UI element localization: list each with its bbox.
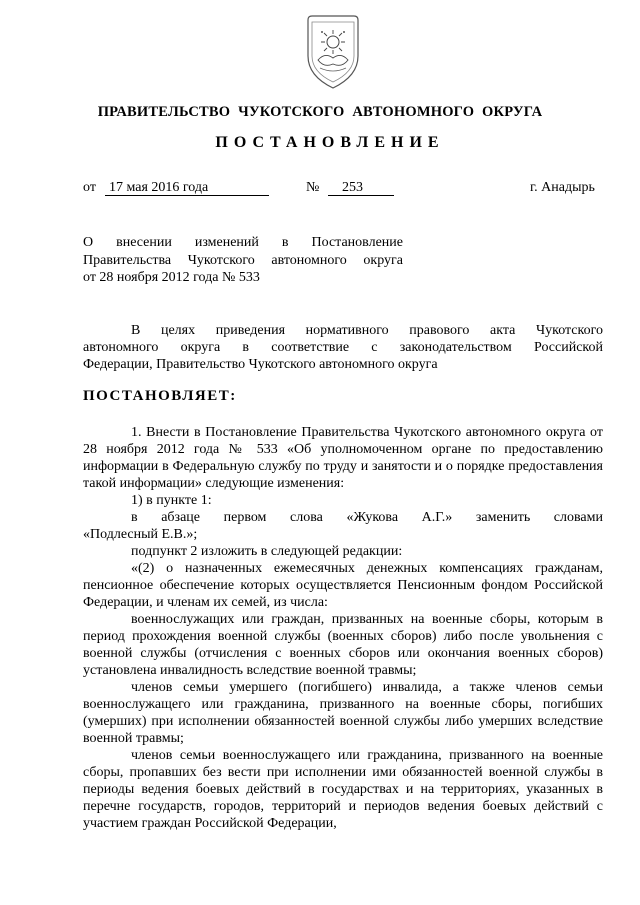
document-subject — [83, 234, 403, 287]
coat-of-arms-emblem — [300, 12, 366, 92]
paragraph-family-missing: членов семьи военнослужащего или гражданина, призванного на военные сборы, пропавших без вести при исполнении ими обязанностей военной службы в периоды ведения боевых действий в государствах и на территориях, указанных в перечне государств, городов, территорий и периодов ведения боевых действий с участием граждан Российской Федерации, — [83, 748, 603, 831]
number-label: № — [306, 180, 320, 195]
subject-line: О внесении изменений в Постановление — [83, 235, 403, 250]
subject-line: от 28 ноября 2012 года № 533 — [83, 270, 260, 285]
preamble — [83, 322, 603, 373]
subject-line: Правительства Чукотского автономного округа — [83, 252, 403, 268]
subitem-1-text: в абзаце первом слова «Жукова А.Г.» заменить словами — [131, 510, 603, 525]
preamble-line: Федерации, Правительство Чукотского автономного округа — [83, 357, 438, 372]
city: г. Анадырь — [530, 180, 595, 195]
item-1: 1. Внести в Постановление Правительства Чукотского автономного округа от 28 ноября 2012 года № 533 «Об уполномоченном органе по предоставлению информации в Федеральную службу по труду и занятости и о порядке предоставления такой информации» следующие изменения: — [83, 425, 603, 491]
subitem-1-text-continued: «Подлесный Е.В.»; — [83, 527, 198, 542]
preamble-line: автономного округа в соответствие с законодательством Российской — [83, 340, 603, 355]
paragraph-servicemen: военнослужащих или граждан, призванных на военные сборы, которым в период прохождения военной службы (военных сборов) либо после увольнения с военной службы (отчисления с военных сборов или окончания военных сборов) установлена инвалидность вследствие военной травмы; — [83, 612, 603, 678]
document-date: 17 мая 2016 года — [105, 180, 269, 196]
number-field — [328, 180, 394, 196]
decree-body — [83, 424, 603, 832]
date-field — [105, 180, 269, 196]
paragraph-family-deceased: членов семьи умершего (погибшего) инвалида, а также членов семьи военнослужащего или гражданина, призванного на военные сборы, погибших (умерших) при исполнении обязанностей военной службы либо умерших вследствие военной травмы; — [83, 680, 603, 746]
quoted-intro: «(2) о назначенных ежемесячных денежных компенсациях гражданам, пенсионное обеспечение которых осуществляется Пенсионным фондом Российской Федерации, и членам их семей, из числа: — [83, 561, 603, 610]
subitem-1: 1) в пункте 1: — [131, 493, 212, 508]
decree-heading: ПОСТАНОВЛЯЕТ: — [83, 388, 237, 404]
organization-title: ПРАВИТЕЛЬСТВО ЧУКОТСКОГО АВТОНОМНОГО ОКРУГА — [97, 104, 543, 120]
preamble-line: В целях приведения нормативного правового акта Чукотского — [131, 323, 603, 338]
subitem-2: подпункт 2 изложить в следующей редакции: — [131, 544, 403, 559]
document-number: 253 — [328, 180, 394, 196]
document-type-title: ПОСТАНОВЛЕНИЕ — [215, 134, 445, 151]
date-from-label: от — [83, 180, 96, 195]
